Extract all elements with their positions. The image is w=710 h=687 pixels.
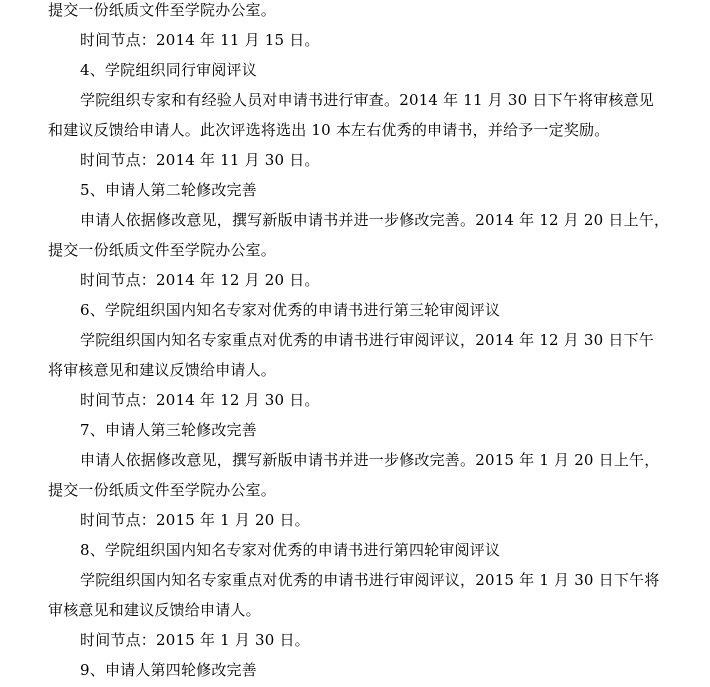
section-heading: 9、申请人第四轮修改完善 bbox=[80, 661, 257, 679]
paragraph-line: 申请人依据修改意见，撰写新版申请书并进一步修改完善。2015 年 1 月 20 日上午， bbox=[80, 451, 660, 469]
deadline-line: 时间节点：2014 年 11 月 30 日。 bbox=[80, 151, 320, 169]
section-heading: 4、学院组织同行审阅评议 bbox=[80, 61, 257, 79]
deadline-line: 时间节点：2014 年 12 月 20 日。 bbox=[80, 271, 320, 289]
deadline-line: 时间节点：2015 年 1 月 20 日。 bbox=[80, 511, 310, 529]
text-line: 提交一份纸质文件至学院办公室。 bbox=[48, 1, 277, 19]
paragraph-line: 提交一份纸质文件至学院办公室。 bbox=[48, 481, 277, 499]
paragraph-line: 学院组织国内知名专家重点对优秀的申请书进行审阅评议，2014 年 12 月 30 日下午 bbox=[80, 331, 654, 349]
section-heading: 8、学院组织国内知名专家对优秀的申请书进行第四轮审阅评议 bbox=[80, 541, 501, 559]
paragraph-line: 提交一份纸质文件至学院办公室。 bbox=[48, 241, 277, 259]
section-heading: 5、申请人第二轮修改完善 bbox=[80, 181, 257, 199]
paragraph-line: 学院组织专家和有经验人员对申请书进行审查。2014 年 11 月 30 日下午将审核意见 bbox=[80, 91, 654, 109]
deadline-line: 时间节点：2014 年 12 月 30 日。 bbox=[80, 391, 320, 409]
paragraph-line: 和建议反馈给申请人。此次评选将选出 10 本左右优秀的申请书，并给予一定奖励。 bbox=[48, 121, 610, 139]
paragraph-line: 将审核意见和建议反馈给申请人。 bbox=[48, 361, 277, 379]
paragraph-line: 申请人依据修改意见，撰写新版申请书并进一步修改完善。2014 年 12 月 20 日上午， bbox=[80, 211, 670, 229]
deadline-line: 时间节点：2014 年 11 月 15 日。 bbox=[80, 31, 320, 49]
deadline-line: 时间节点：2015 年 1 月 30 日。 bbox=[80, 631, 310, 649]
section-heading: 7、申请人第三轮修改完善 bbox=[80, 421, 257, 439]
paragraph-line: 审核意见和建议反馈给申请人。 bbox=[48, 601, 261, 619]
paragraph-line: 学院组织国内知名专家重点对优秀的申请书进行审阅评议，2015 年 1 月 30 日下午将 bbox=[80, 571, 660, 589]
section-heading: 6、学院组织国内知名专家对优秀的申请书进行第三轮审阅评议 bbox=[80, 301, 501, 319]
